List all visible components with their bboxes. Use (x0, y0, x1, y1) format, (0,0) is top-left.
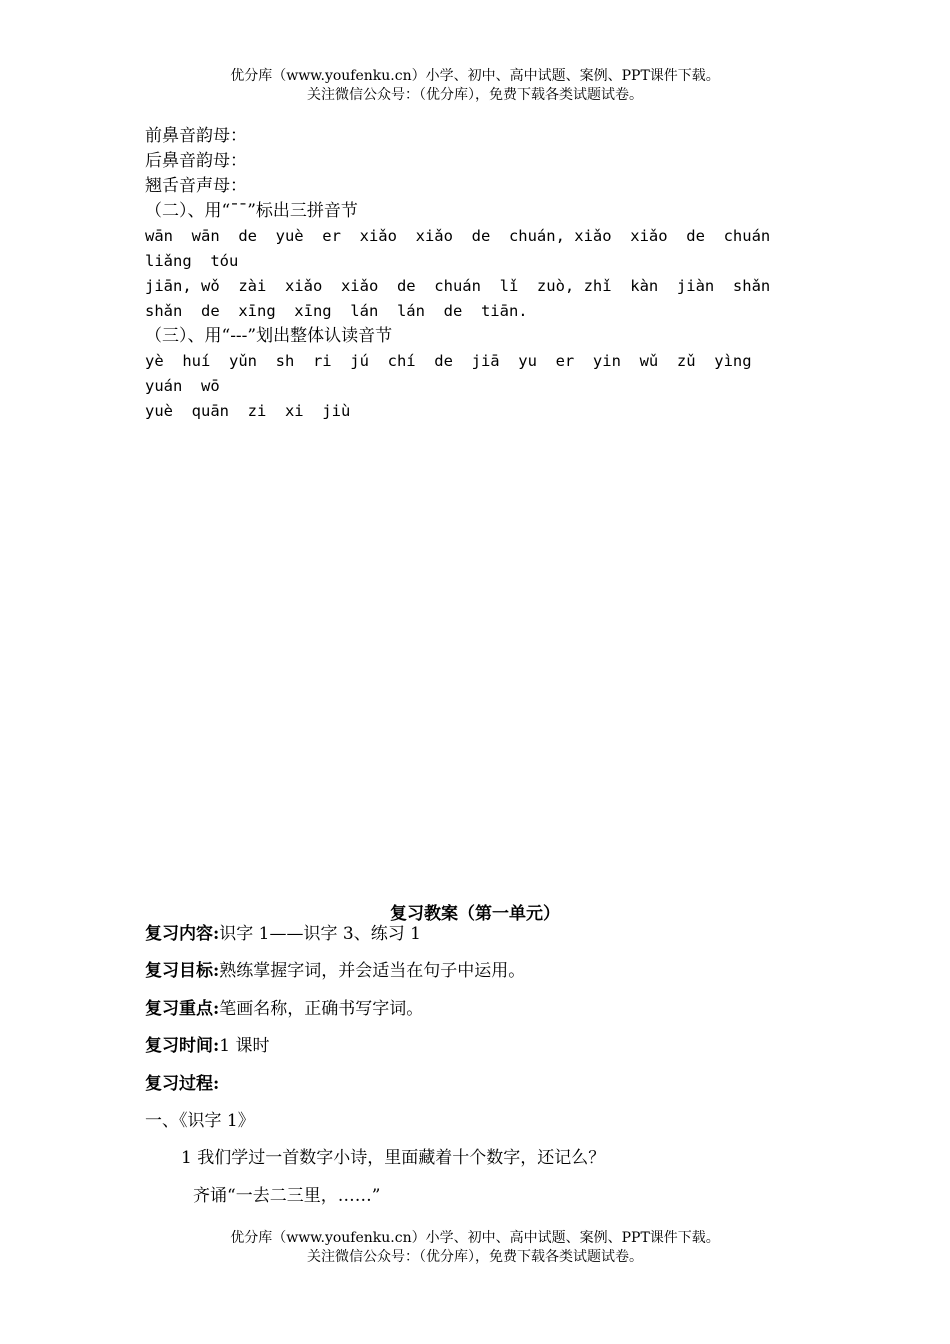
review-focus-value: 笔画名称，正确书写字词。 (219, 998, 424, 1019)
review-goal-row (145, 959, 805, 996)
review-process-row (145, 1072, 805, 1109)
review-content-row (145, 922, 805, 959)
pinyin-line: wān wān de yuè er xiǎo xiǎo de chuán, xiǎo xiǎo de chuán (145, 227, 771, 245)
review-goal-value: 熟练掌握字词，并会适当在句子中运用。 (219, 961, 526, 982)
header-line-1: 优分库（www.youfenku.cn）小学、初中、高中试题、案例、PPT课件下载。 (230, 68, 720, 84)
review-content-value: 识字 1——识字 3、练习 1 (219, 924, 421, 944)
step-one-recite: 齐诵“一去二三里，……” (193, 1185, 381, 1206)
page-footer (0, 1229, 950, 1267)
footer-line-2: 关注微信公众号：（优分库），免费下载各类试题试卷。 (307, 1249, 643, 1265)
header-line-2: 关注微信公众号：（优分库），免费下载各类试题试卷。 (307, 87, 643, 103)
retroflex-initials-label: 翘舌音声母： (145, 176, 247, 196)
review-focus-label: 复习重点: (145, 998, 220, 1019)
page-header (0, 67, 950, 105)
pinyin-line: liǎng tóu (145, 252, 239, 270)
review-content-label: 复习内容: (145, 924, 220, 944)
review-goal-label: 复习目标: (145, 961, 220, 982)
pinyin-line: yuán wō (145, 377, 220, 395)
part3-heading: （三）、用“---”划出整体认读音节 (145, 326, 393, 346)
lesson-plan (145, 922, 805, 1221)
review-time-value: 1 课时 (219, 1036, 270, 1057)
front-nasal-finals-label: 前鼻音韵母： (145, 126, 247, 146)
back-nasal-finals-label: 后鼻音韵母： (145, 151, 247, 171)
step-one-question: 1 我们学过一首数字小诗，里面藏着十个数字，还记么？ (181, 1148, 606, 1169)
review-time-row (145, 1034, 805, 1071)
pinyin-line: yuè quān zi xi jiù (145, 402, 351, 420)
pinyin-line: shǎn de xīng xīng lán lán de tiān. (145, 302, 528, 320)
lesson-title: 复习教案（第一单元） (390, 904, 560, 924)
footer-line-1: 优分库（www.youfenku.cn）小学、初中、高中试题、案例、PPT课件下载。 (230, 1230, 720, 1246)
step-one-heading: 一、《识字 1》 (145, 1110, 255, 1131)
review-focus-row (145, 997, 805, 1034)
pinyin-line: jiān, wǒ zài xiǎo xiǎo de chuán lǐ zuò, zhǐ kàn jiàn shǎn (145, 277, 771, 295)
review-section (145, 124, 805, 424)
part2-heading: （二）、用“¯¯”标出三拼音节 (145, 201, 358, 221)
pinyin-line: yè huí yǔn sh ri jú chí de jiā yu er yin wǔ zǔ yìng (145, 352, 752, 370)
review-process-label: 复习过程: (145, 1073, 220, 1094)
review-time-label: 复习时间: (145, 1036, 220, 1057)
